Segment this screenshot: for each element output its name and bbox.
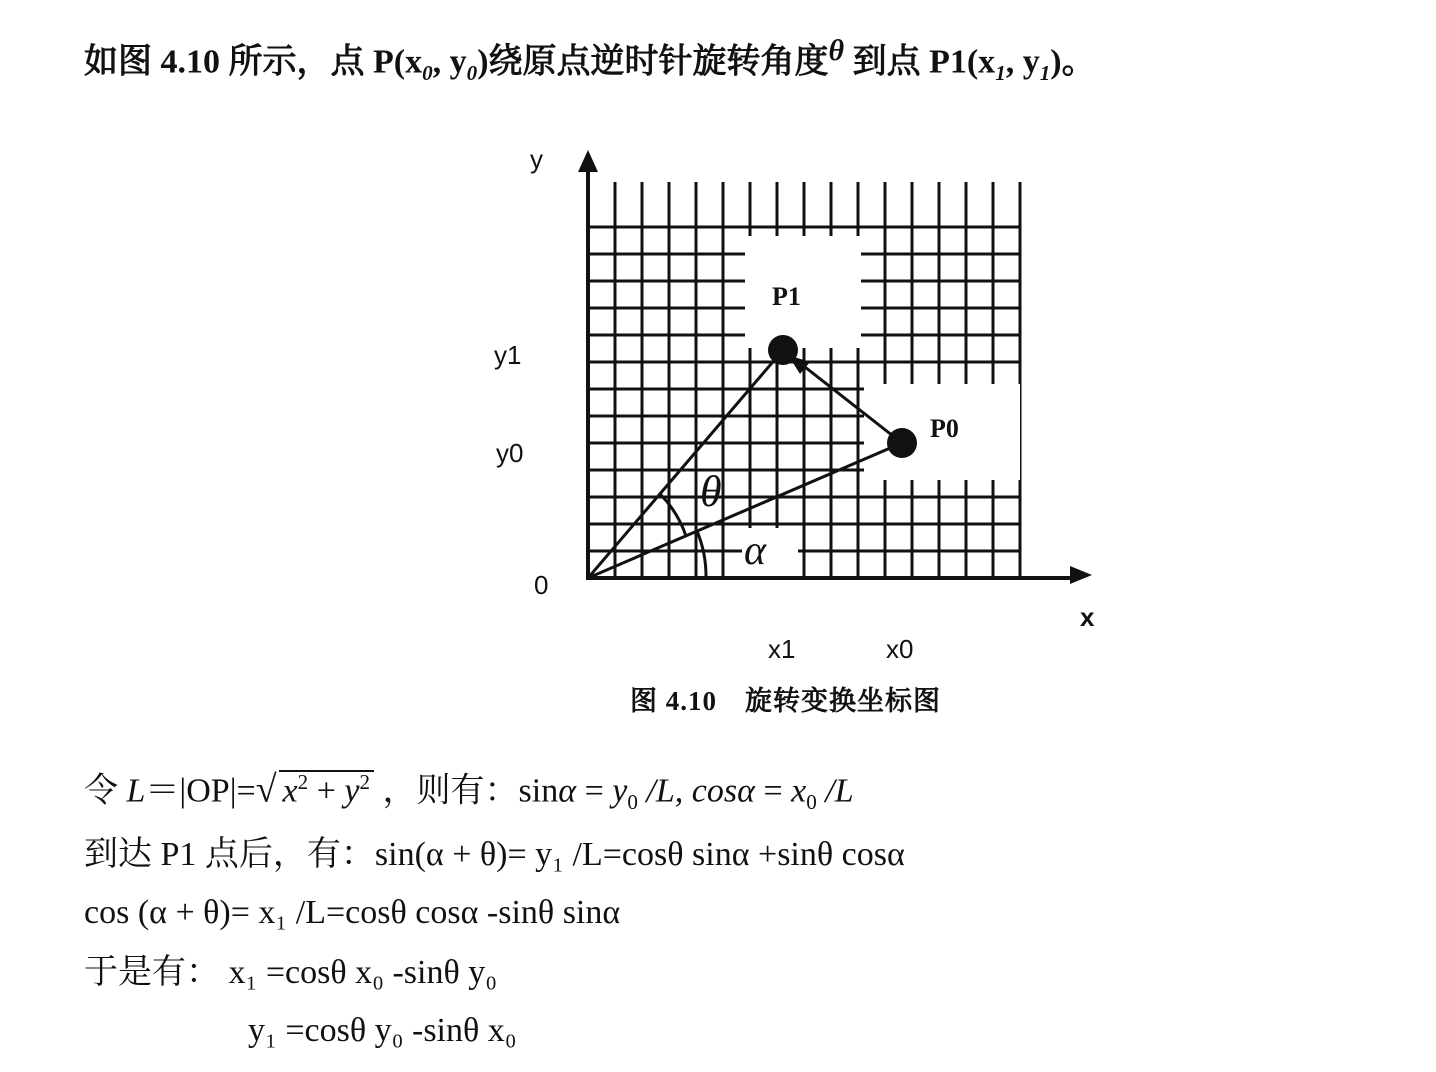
eq1-alpha1: α [558, 772, 577, 810]
intro-suffix: )。 [1050, 43, 1096, 81]
intro-sub-y1: 1 [1039, 61, 1051, 86]
eq1-eq3: = [754, 772, 792, 810]
eq1-L: L [126, 772, 146, 810]
figure-caption: 图 4.10 旋转变换坐标图 [630, 686, 941, 716]
eq1-div1: /L, cos [637, 772, 738, 810]
y-axis-arrow [578, 150, 598, 172]
alpha-arc [697, 531, 706, 578]
sqrt-sup-y: 2 [359, 770, 371, 794]
alpha-label: α [744, 528, 767, 574]
eq1-x0-sub: 0 [806, 790, 817, 815]
point-p1 [768, 335, 798, 365]
intro-sub-x0: 0 [422, 61, 433, 86]
y0-label: y0 [496, 438, 524, 468]
p1-label: P1 [772, 282, 801, 311]
eq1-eq2: = [576, 772, 613, 810]
equation-line-1: 令 L＝|OP|=√ $x^2 + y^2$ ，则有：$\sin\alpha = y_0$ /L, $\cos\alpha = x_0$ /L [84, 768, 854, 815]
eq1-y0-sub: 0 [627, 790, 638, 815]
p1-label-area [745, 236, 861, 348]
equation-line-2: 到达 P1 点后，有：sin(α + θ)= y₁ /L=cosθ sinα +sinθ cosα [84, 836, 905, 873]
x0-label: x0 [886, 634, 914, 664]
x-axis-arrow [1070, 566, 1092, 584]
eq1-lead: 令 [84, 772, 127, 810]
intro-mid3: 到点 P1(x [844, 43, 996, 81]
eq1-alpha2: α [737, 772, 755, 810]
eq1-x0: x [791, 772, 807, 810]
intro-mid2: )绕原点逆时针旋转角度 [477, 43, 829, 81]
origin-label: 0 [534, 570, 549, 600]
sqrt-sup-x: 2 [297, 770, 309, 794]
intro-mid1: , y [432, 43, 467, 81]
eq1-div2: /L [816, 772, 854, 810]
equation-line-3: cos (α + θ)= x₁ /L=cosθ cosα -sinθ sinα [84, 894, 621, 931]
intro-sub-y0: 0 [466, 61, 478, 86]
sqrt-x: x [282, 772, 298, 810]
theta-arc [660, 494, 686, 536]
equation-line-5: y₁ =cosθ y₀ -sinθ x₀ [248, 1012, 517, 1049]
theta-label: θ [700, 467, 722, 516]
eq1-mid: ，则有：sin [374, 772, 559, 810]
eq1-op-def: ＝|OP|= [145, 772, 256, 810]
intro-sub-x1: 1 [995, 61, 1006, 86]
equation-line-4: 于是有： x₁ =cosθ x₀ -sinθ y₀ [84, 954, 498, 991]
intro-prefix: 如图 4.10 所示，点 P(x [84, 43, 423, 81]
x1-label: x1 [768, 634, 796, 664]
sqrt-y: y [344, 772, 360, 810]
p0-label: P0 [930, 414, 959, 443]
y1-label: y1 [494, 340, 522, 370]
sqrt-plus: + [308, 772, 345, 810]
sqrt-radicand [279, 770, 374, 808]
point-p0 [887, 428, 917, 458]
intro-theta: θ [828, 34, 845, 67]
axis-x-label: x [1080, 602, 1095, 632]
axis-y-label: y [530, 144, 543, 174]
intro-mid4: , y [1005, 43, 1040, 81]
eq1-y0: y [612, 772, 628, 810]
